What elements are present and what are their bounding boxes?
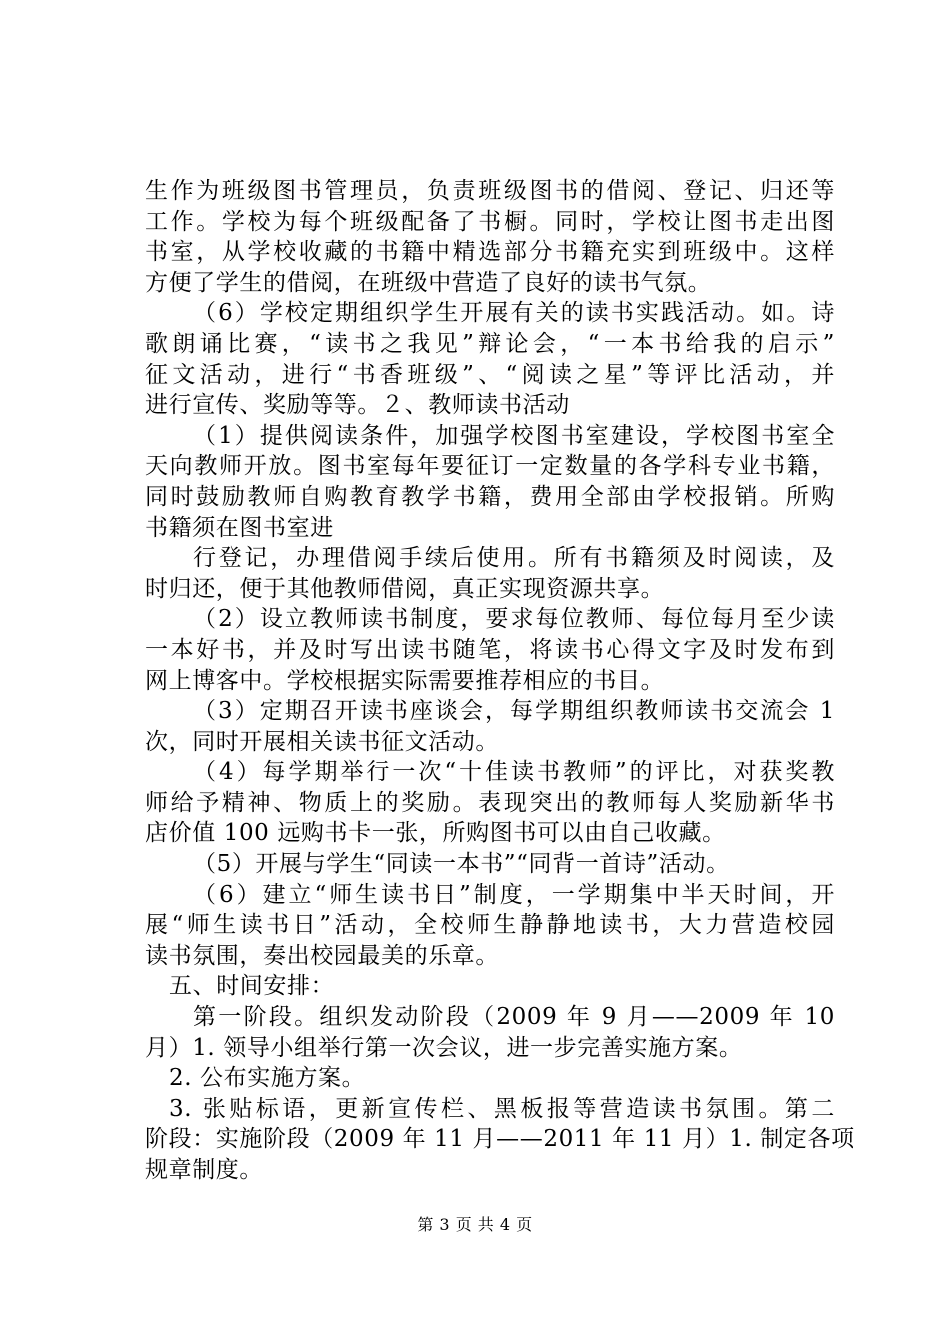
- body-text: [145, 176, 855, 1186]
- text-line: 展“师生读书日”活动，全校师生静静地读书，大力营造校园: [145, 912, 835, 939]
- text-line: 工作。学校为每个班级配备了书橱。同时，学校让图书走出图: [145, 208, 835, 235]
- text-line: 书室，从学校收藏的书籍中精选部分书籍充实到班级中。这样: [145, 239, 835, 266]
- text-line: 2. 公布实施方案。: [169, 1065, 366, 1092]
- text-line: 五、时间安排：: [169, 973, 335, 1000]
- text-line: 师给予精神、物质上的奖励。表现突出的教师每人奖励新华书: [145, 789, 835, 816]
- text-line: 3. 张贴标语，更新宣传栏、黑板报等营造读书氛围。第二: [169, 1095, 835, 1122]
- text-line: （4）每学期举行一次“十佳读书教师”的评比，对获奖教: [193, 759, 835, 786]
- text-line: 月）1. 领导小组举行第一次会议，进一步完善实施方案。: [145, 1034, 743, 1061]
- text-line: （5）开展与学生“同读一本书”“同背一首诗”活动。: [193, 851, 730, 878]
- text-line: 天向教师开放。图书室每年要征订一定数量的各学科专业书籍，: [145, 453, 835, 480]
- text-line: 时归还，便于其他教师借阅，真正实现资源共享。: [145, 575, 665, 602]
- text-line: 一本好书，并及时写出读书随笔，将读书心得文字及时发布到: [145, 636, 835, 663]
- text-line: 生作为班级图书管理员，负责班级图书的借阅、登记、归还等: [145, 178, 835, 204]
- text-line: 阶段：实施阶段（2009 年 11 月——2011 年 11 月）1. 制定各项: [145, 1126, 855, 1153]
- text-line: 读书氛围，奏出校园最美的乐章。: [145, 942, 499, 969]
- text-line: 规章制度。: [145, 1157, 263, 1183]
- text-line: 歌朗诵比赛，“读书之我见”辩论会，“一本书给我的启示”: [145, 330, 835, 357]
- text-line: （3）定期召开读书座谈会，每学期组织教师读书交流会 1: [193, 698, 835, 725]
- page-footer: 第 3 页 共 4 页: [417, 1215, 533, 1234]
- text-line: 同时鼓励教师自购教育教学书籍，费用全部由学校报销。所购: [145, 483, 835, 510]
- text-line: （6）学校定期组织学生开展有关的读书实践活动。如。诗: [193, 300, 835, 327]
- text-line: 行登记，办理借阅手续后使用。所有书籍须及时阅读，及: [193, 545, 835, 572]
- text-line: （6）建立“师生读书日”制度，一学期集中半天时间，开: [193, 881, 835, 908]
- text-line: 进行宣传、奖励等等。２、教师读书活动: [145, 392, 570, 419]
- text-line: 书籍须在图书室进: [145, 514, 334, 541]
- text-line: 方便了学生的借阅，在班级中营造了良好的读书气氛。: [145, 269, 712, 296]
- text-line: 网上博客中。学校根据实际需要推荐相应的书目。: [145, 667, 665, 694]
- text-line: 店价值 100 远购书卡一张，所购图书可以由自己收藏。: [145, 820, 726, 847]
- text-line: 征文活动，进行“书香班级”、“阅读之星”等评比活动，并: [145, 361, 835, 388]
- text-line: 第一阶段。组织发动阶段（2009 年 9 月——2009 年 10: [193, 1004, 835, 1031]
- text-line: （1）提供阅读条件，加强学校图书室建设，学校图书室全: [193, 422, 835, 449]
- text-line: 次，同时开展相关读书征文活动。: [145, 728, 499, 755]
- text-line: （2）设立教师读书制度，要求每位教师、每位每月至少读: [193, 606, 835, 633]
